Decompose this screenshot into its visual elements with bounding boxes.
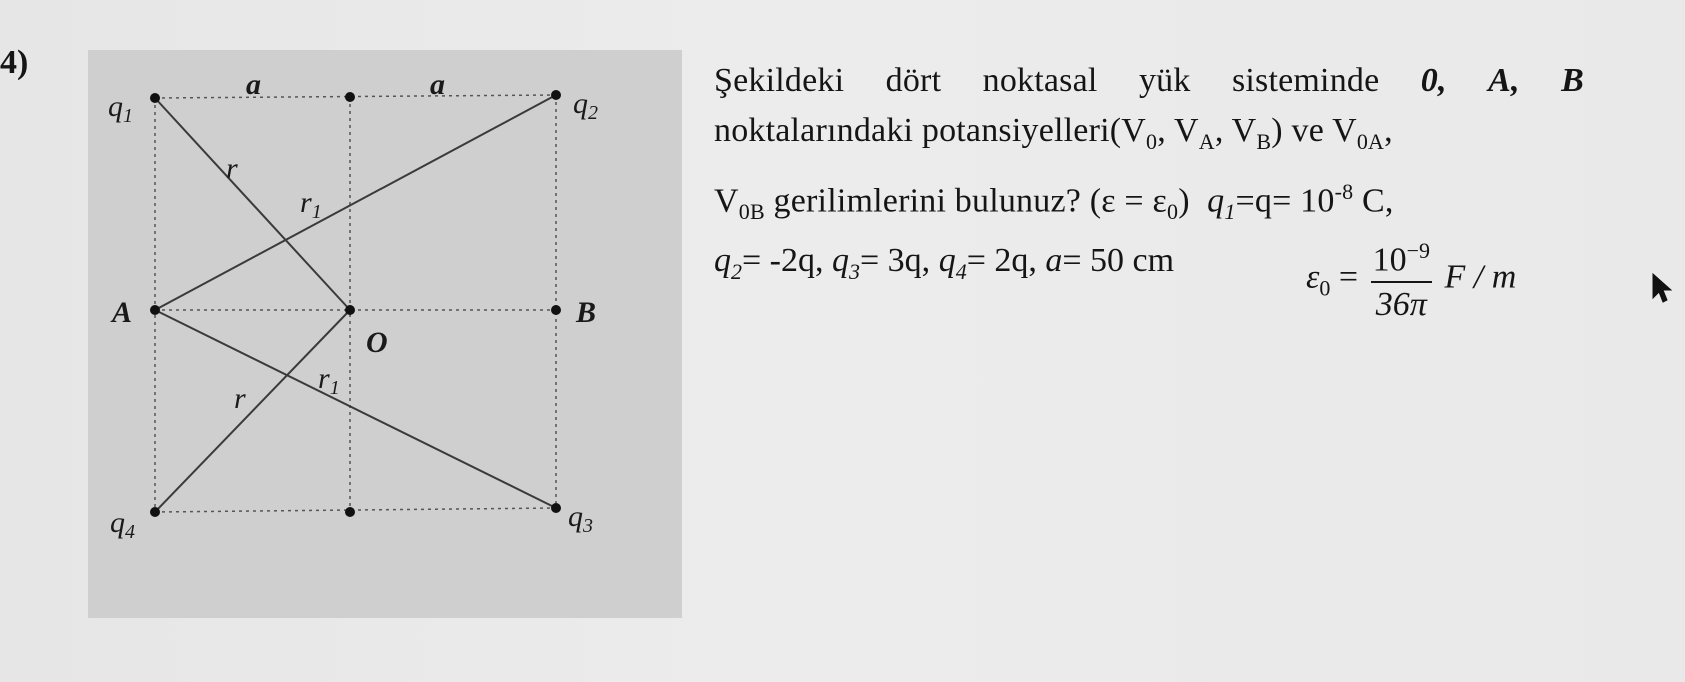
label-q3: $q_3$	[568, 500, 593, 537]
question-text	[714, 56, 1594, 237]
word: noktasal	[982, 62, 1098, 99]
question-line-1	[714, 56, 1584, 106]
point-q2	[551, 90, 561, 100]
word: Şekildeki	[714, 62, 845, 99]
point-name-0: 0,	[1420, 62, 1447, 99]
label-r1-top: $r_1$	[300, 186, 322, 223]
point-bottom-mid	[345, 507, 355, 517]
point-A	[150, 305, 160, 315]
line-q4-to-O	[155, 310, 350, 512]
grid-bottom-edge	[155, 508, 556, 512]
charge-values: $q_2= -2q$, $q_3= 3q$, $q_4= 2q$, a= 50 cm	[714, 242, 1175, 284]
point-O	[345, 305, 355, 315]
word: yük	[1138, 62, 1191, 99]
word: sisteminde	[1231, 62, 1380, 99]
charge-diagram	[88, 50, 682, 618]
mouse-cursor-icon	[1651, 272, 1675, 304]
epsilon-fraction: $\frac{10^{-9}}{36\pi}$	[1371, 232, 1432, 327]
word: dört	[885, 62, 942, 99]
label-O: O	[366, 326, 388, 359]
point-q4	[150, 507, 160, 517]
line-A-to-q2	[155, 95, 556, 310]
label-A: A	[112, 296, 133, 329]
point-top-mid	[345, 92, 355, 102]
label-q1: $q_1$	[108, 90, 133, 127]
label-B: B	[576, 296, 597, 329]
grid-top-edge	[155, 95, 556, 98]
label-r1-bottom: $r_1$	[318, 362, 340, 399]
question-line-3: $V_{0B}$ gerilimlerini bulunuz? $(\varepsilon = \varepsilon_0)$ $q_1=q= 10^{-8}$ C,	[714, 178, 1394, 224]
label-r-top: r	[226, 152, 238, 185]
label-a-right: a	[430, 68, 445, 101]
epsilon-formula: $\varepsilon_0$ = $\frac{10^{-9}}{36\pi}$ F / m	[1306, 232, 1516, 327]
point-name-B: B	[1561, 62, 1584, 99]
label-q2: $q_2$	[573, 87, 598, 124]
point-q3	[551, 503, 561, 513]
question-number: 4)	[0, 44, 29, 81]
line-A-to-q3	[155, 310, 556, 508]
diagram-svg	[88, 50, 682, 618]
label-r-bottom: r	[234, 382, 246, 415]
point-q1	[150, 93, 160, 103]
label-a-left: a	[246, 68, 261, 101]
label-q4: $q_4$	[110, 506, 135, 543]
point-B	[551, 305, 561, 315]
question-line-2: noktalarındaki $potansiyelleri(V_0$, $V_A$, $V_B$) ve $V_{0A}$,	[714, 112, 1393, 154]
point-name-A: A,	[1488, 62, 1520, 99]
